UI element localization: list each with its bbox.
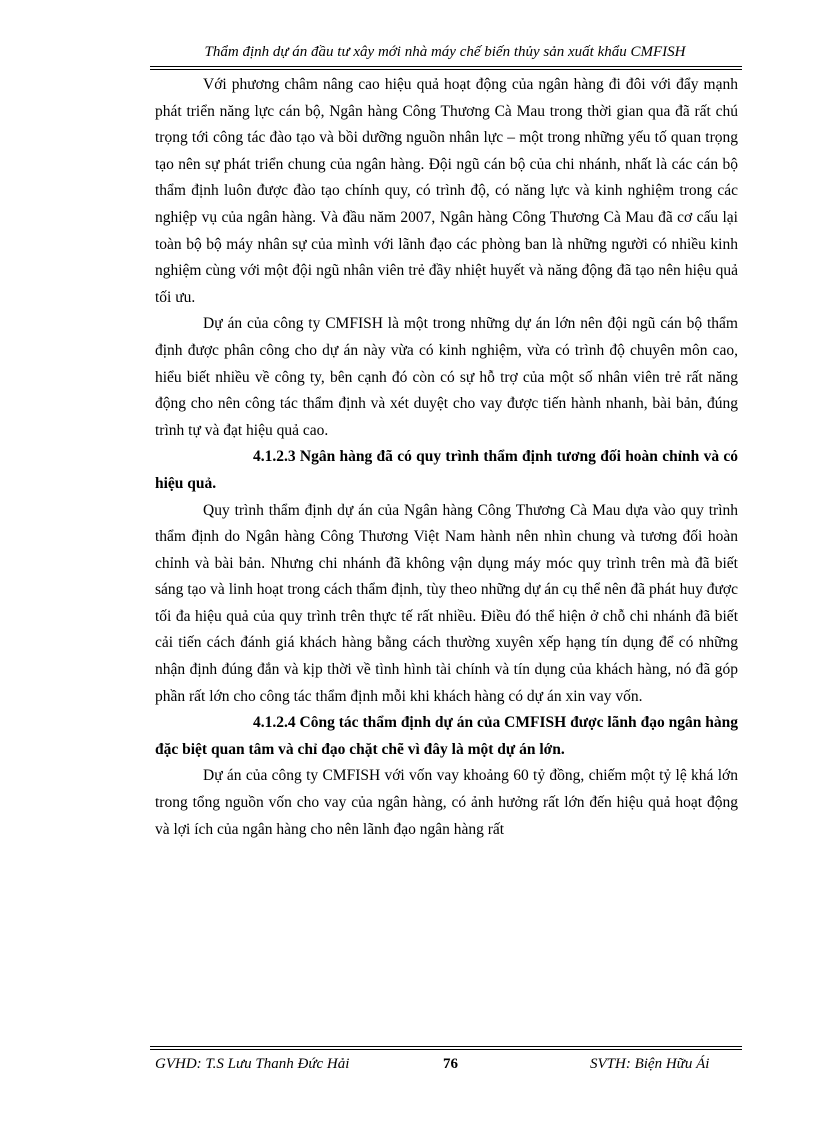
paragraph-cmfish-team: Dự án của công ty CMFISH là một trong những dự án lớn nên đội ngũ cán bộ thẩm định được phân công cho dự án này vừa có kinh nghiệm, vừa có trình độ chuyên môn cao, hiểu biết nhiều về công ty, bên cạnh đó còn có sự hỗ trợ của một số nhân viên trẻ rất năng động cho nên công tác thẩm định và xét duyệt cho vay được tiến hành nhanh, bài bản, đúng trình tự và đạt hiệu quả cao.	[155, 315, 738, 439]
paragraph-cmfish-loan: Dự án của công ty CMFISH với vốn vay khoảng 60 tỷ đồng, chiếm một tỷ lệ khá lớn trong tổng nguồn vốn cho vay của ngân hàng, có ảnh hưởng rất lớn đến hiệu quả hoạt động và lợi ích của ngân hàng cho nên lãnh đạo ngân hàng rất	[155, 767, 738, 838]
paragraph-staff-training: Với phương châm nâng cao hiệu quả hoạt động của ngân hàng đi đôi với đẩy mạnh phát triển năng lực cán bộ, Ngân hàng Công Thương Cà Mau trong thời gian qua đã rất chú trọng tới công tác đào tạo và bồi dưỡng nguồn nhân lực – một trong những yếu tố quan trọng tạo nên sự phát triển chung của ngân hàng. Đội ngũ cán bộ của chi nhánh, nhất là các cán bộ thẩm định luôn được đào tạo chính quy, có trình độ, có năng lực và kinh nghiệm trong các nghiệp vụ của ngân hàng. Và đầu năm 2007, Ngân hàng Công Thương Cà Mau đã cơ cấu lại toàn bộ bộ máy nhân sự của mình với lãnh đạo các phòng ban là những người có nhiều kinh nghiệm cùng với một đội ngũ nhân viên trẻ đầy nhiệt huyết và năng động đã tạo nên hiệu quả tối ưu.	[155, 76, 738, 306]
page-number: 76	[443, 1056, 458, 1072]
footer-instructor: GVHD: T.S Lưu Thanh Đức Hải	[155, 1056, 350, 1072]
header-divider	[150, 66, 742, 70]
paragraph-appraisal-process: Quy trình thẩm định dự án của Ngân hàng Công Thương Cà Mau dựa vào quy trình thẩm định do Ngân hàng Công Thương Việt Nam hành nên nhìn chung và tương đối hoàn chỉnh và bài bản. Nhưng chi nhánh đã không vận dụng máy móc quy trình trên mà đã biết sáng tạo và linh hoạt trong cách thẩm định, tùy theo những dự án cụ thể nên đã phát huy được tối đa hiệu quả của quy trình trên thực tế rất nhiều. Điều đó thể hiện ở chỗ chi nhánh đã biết cải tiến cách đánh giá khách hàng bằng cách thường xuyên xếp hạng tín dụng để có những nhận định đúng đắn và kịp thời về tình hình tài chính và tín dụng của khách hàng, nó đã góp phần rất lớn cho công tác thẩm định mỗi khi khách hàng có dự án xin vay vốn.	[155, 501, 738, 705]
page-header-title: Thẩm định dự án đầu tư xây mới nhà máy chế biến thủy sản xuất khẩu CMFISH	[204, 44, 686, 60]
section-heading-4-1-2-4: 4.1.2.4 Công tác thẩm định dự án của CMFISH được lãnh đạo ngân hàng đặc biệt quan tâm và chỉ đạo chặt chẽ vì đây là một dự án lớn.	[155, 714, 738, 758]
footer-student: SVTH: Biện Hữu Ái	[590, 1056, 710, 1072]
footer-divider	[150, 1046, 742, 1050]
document-body	[155, 72, 738, 843]
section-heading-4-1-2-3: 4.1.2.3 Ngân hàng đã có quy trình thẩm định tương đối hoàn chỉnh và có hiệu quả.	[155, 448, 738, 492]
